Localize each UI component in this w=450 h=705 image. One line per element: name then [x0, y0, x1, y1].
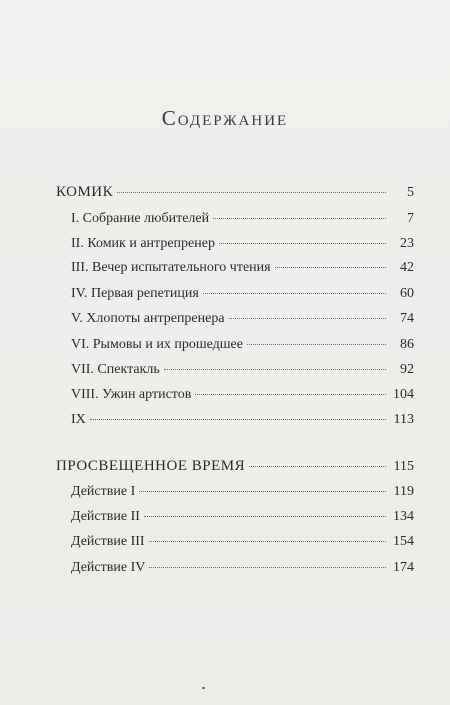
toc-entry: [71, 282, 414, 300]
toc-entry-label: V. Хлопоты антрепренера: [71, 311, 225, 326]
toc-entry: [71, 307, 414, 325]
toc-entry: [71, 480, 414, 498]
toc-entry-label: II. Комик и антрепренер: [71, 236, 215, 251]
toc-page-number: 113: [393, 412, 414, 427]
toc-entry: [71, 530, 414, 548]
toc-page-number: 60: [400, 286, 414, 301]
toc-entry: [71, 207, 414, 225]
toc-leader-dots: [144, 502, 386, 517]
toc-section-title: ПРОСВЕЩЕННОЕ ВРЕМЯ: [56, 458, 246, 474]
toc-leader-dots: [139, 477, 386, 492]
toc-leader-dots: [275, 253, 386, 268]
toc-entry-label: VII. Спектакль: [71, 362, 160, 377]
toc-page-number: 7: [407, 211, 414, 226]
toc-page-number: 134: [393, 509, 414, 524]
toc-entry: [71, 556, 414, 574]
toc-entry-label: Действие II: [71, 509, 140, 524]
toc-page-number: 42: [400, 260, 414, 275]
toc-page-number: 92: [400, 362, 414, 377]
toc-entry: [71, 383, 414, 401]
toc-entry-label: IX: [71, 412, 86, 427]
toc-leader-dots: [90, 405, 386, 420]
toc-leader-dots: [229, 304, 386, 319]
toc-entry-label: Действие III: [71, 534, 145, 549]
toc-entry-label: IV. Первая репетиция: [71, 286, 199, 301]
toc-leader-dots: [219, 229, 386, 244]
toc-entry: [71, 408, 414, 426]
toc-section-heading: [56, 455, 414, 473]
toc-page-number: 115: [393, 459, 414, 474]
toc-section-heading: [56, 181, 414, 199]
toc-entry-label: I. Собрание любителей: [71, 211, 210, 226]
toc-entry: [71, 505, 414, 523]
toc-entry: [71, 256, 414, 274]
toc-leader-dots: [203, 279, 386, 294]
toc-entry-label: VI. Рымовы и их прошедшее: [71, 337, 243, 352]
toc-page-number: 5: [407, 185, 414, 200]
paper-speck: [202, 687, 205, 689]
toc-leader-dots: [195, 380, 386, 395]
toc-entry: [71, 358, 414, 376]
toc-page-number: 104: [393, 387, 414, 402]
toc-entry-label: Действие IV: [71, 560, 146, 575]
toc-leader-dots: [149, 553, 386, 568]
toc-entry-label: III. Вечер испытательного чтения: [71, 260, 271, 275]
toc-page-number: 154: [393, 534, 414, 549]
toc-page-number: 86: [400, 337, 414, 352]
toc-page-number: 119: [393, 484, 414, 499]
toc-leader-dots: [213, 204, 386, 219]
toc-page-number: 74: [400, 311, 414, 326]
toc-leader-dots: [249, 452, 386, 467]
toc-section-title: КОМИК: [56, 184, 114, 200]
toc-entry: [71, 333, 414, 351]
toc-leader-dots: [247, 330, 386, 345]
toc-leader-dots: [149, 527, 386, 542]
toc-entry: [71, 232, 414, 250]
toc-page-number: 23: [400, 236, 414, 251]
toc-leader-dots: [117, 178, 386, 193]
toc-leader-dots: [164, 355, 386, 370]
page-title: Содержание: [161, 106, 289, 130]
toc-entry-label: Действие I: [71, 484, 136, 499]
toc-entry-label: VIII. Ужин артистов: [71, 387, 192, 402]
toc-page-number: 174: [393, 560, 414, 575]
